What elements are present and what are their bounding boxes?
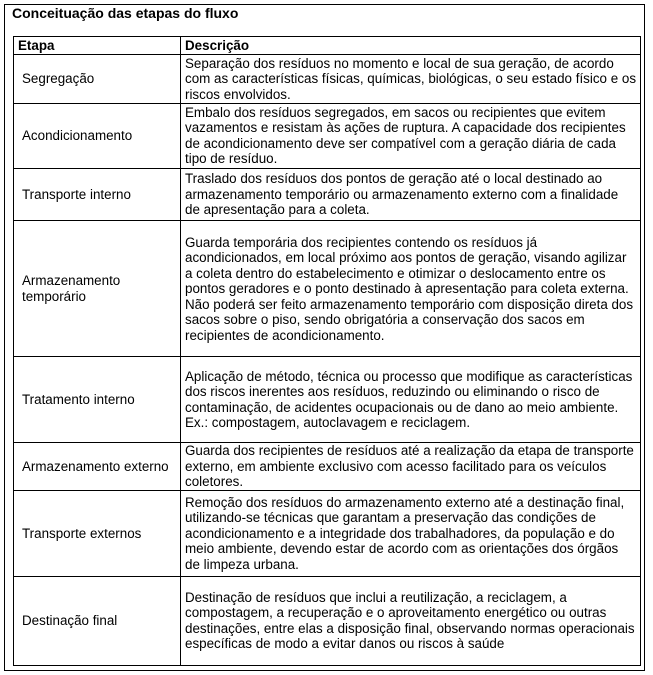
cell-descricao: Separação dos resíduos no momento e local de sua geração, de acordo com as características físicas, químicas, biológicas, o seu estado físico e os riscos envolvidos. — [181, 55, 641, 104]
cell-etapa: Armazenamento externo — [14, 442, 181, 491]
header-descricao: Descrição — [181, 37, 641, 55]
cell-descricao: Traslado dos resíduos dos pontos de geração até o local destinado ao armazenamento temporário ou armazenamento externo com a finalidade de apresentação para a coleta. — [181, 168, 641, 221]
table-row — [14, 442, 641, 491]
stages-table — [13, 36, 641, 666]
cell-descricao: Embalo dos resíduos segregados, em sacos ou recipientes que evitem vazamentos e resistam às ações de ruptura. A capacidade dos recipientes de acondicionamento deve ser compatível com a geração diária de cada tipo de resíduo. — [181, 103, 641, 168]
table-row — [14, 168, 641, 221]
cell-etapa: Armazenamento temporário — [14, 221, 181, 357]
table-row — [14, 221, 641, 357]
cell-etapa: Destinação final — [14, 576, 181, 665]
header-etapa: Etapa — [14, 37, 181, 55]
table-row — [14, 103, 641, 168]
cell-descricao: Guarda temporária dos recipientes contendo os resíduos já acondicionados, em local próximo aos pontos de geração, visando agilizar a coleta dentro do estabelecimento e otimizar o deslocamento entre os pontos geradores e o ponto destinado à apresentação para coleta externa. Não poderá ser feito armazenamento temporário com disposição direta dos sacos sobre o piso, sendo obrigatória a conservação dos sacos em recipientes de acondicionamento. — [181, 221, 641, 357]
cell-descricao: Guarda dos recipientes de resíduos até a realização da etapa de transporte externo, em ambiente exclusivo com acesso facilitado para os veículos coletores. — [181, 442, 641, 491]
table-row — [14, 55, 641, 104]
cell-descricao: Aplicação de método, técnica ou processo que modifique as características dos riscos inerentes aos resíduos, reduzindo ou eliminando o risco de contaminação, de acidentes ocupacionais ou de dano ao meio ambiente. Ex.: compostagem, autoclavagem e reciclagem. — [181, 357, 641, 442]
table-row — [14, 576, 641, 665]
cell-etapa: Transporte externos — [14, 491, 181, 576]
table-header-row — [14, 37, 641, 55]
document-title: Conceituação das etapas do fluxo — [12, 5, 239, 21]
cell-etapa: Segregação — [14, 55, 181, 104]
cell-descricao: Destinação de resíduos que inclui a reutilização, a reciclagem, a compostagem, a recuperação e o aproveitamento energético ou outras destinações, entre elas a disposição final, observando normas operacionais específicas de modo a evitar danos ou riscos à saúde — [181, 576, 641, 665]
cell-etapa: Acondicionamento — [14, 103, 181, 168]
cell-etapa: Tratamento interno — [14, 357, 181, 442]
table-row — [14, 491, 641, 576]
table-row — [14, 357, 641, 442]
cell-descricao: Remoção dos resíduos do armazenamento externo até a destinação final, utilizando-se técnicas que garantam a preservação das condições de acondicionamento e a integridade dos trabalhadores, da população e do meio ambiente, devendo estar de acordo com as orientações dos órgãos de limpeza urbana. — [181, 491, 641, 576]
cell-etapa: Transporte interno — [14, 168, 181, 221]
